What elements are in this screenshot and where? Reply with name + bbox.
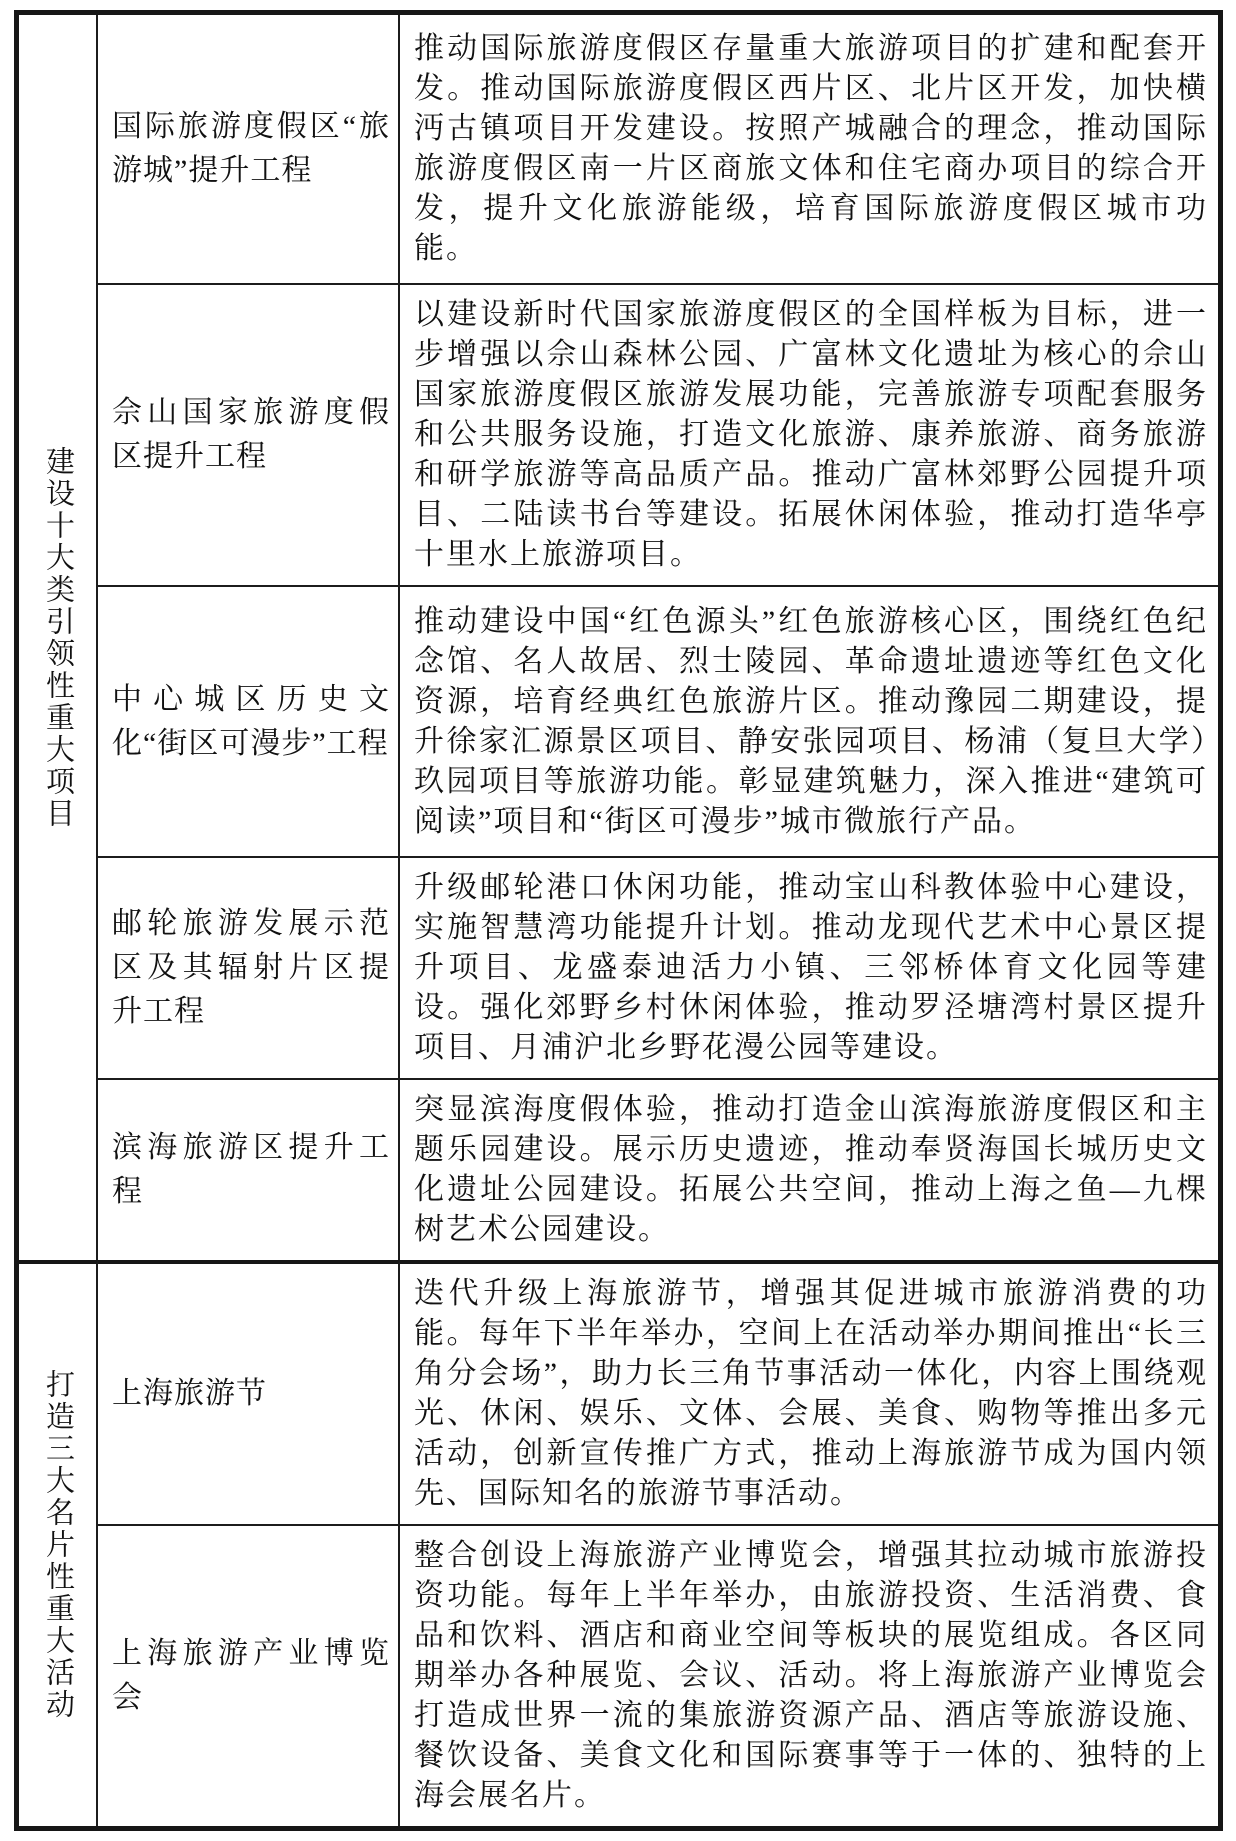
project-cell-tourism-festival bbox=[98, 1260, 400, 1524]
description-text: 整合创设上海旅游产业博览会，增强其拉动城市旅游投资功能。每年上半年举办，由旅游投资、生活消费、食品和饮料、酒店和商业空间等板块的展览组成。各区同期举办各种展览、会议、活动。将上海旅游产业博览会打造成世界一流的集旅游资源产品、酒店等旅游设施、餐饮设备、美食文化和国际赛事等于一体的、独特的上海会展名片。 bbox=[414, 1539, 1208, 1812]
description-cell-sheshan bbox=[400, 283, 1218, 585]
category-cell-major-activities bbox=[19, 1260, 98, 1826]
project-cell-sheshan bbox=[98, 283, 400, 585]
projects-activities-table bbox=[14, 10, 1223, 1831]
category-cell-major-projects bbox=[19, 15, 98, 1260]
description-cell-coastal-tourism bbox=[400, 1078, 1218, 1260]
description-text: 以建设新时代国家旅游度假区的全国样板为目标，进一步增强以佘山森林公园、广富林文化遗址为核心的佘山国家旅游度假区旅游发展功能，完善旅游专项配套服务和公共服务设施，打造文化旅游、康养旅游、商务旅游和研学旅游等高品质产品。推动广富林郊野公园提升项目、二陆读书台等建设。拓展休闲体验，推动打造华亭十里水上旅游项目。 bbox=[414, 298, 1208, 571]
category-label-major-activities: 打造三大名片性重大活动 bbox=[42, 1369, 74, 1721]
description-text: 推动建设中国“红色源头”红色旅游核心区，围绕红色纪念馆、名人故居、烈士陵园、革命遗址遗迹等红色文化资源，培育经典红色旅游片区。推动豫园二期建设，提升徐家汇源景区项目、静安张园项目、杨浦（复旦大学）玖园项目等旅游功能。彰显建筑魅力，深入推进“建筑可阅读”项目和“街区可漫步”城市微旅行产品。 bbox=[414, 604, 1208, 838]
description-text: 迭代升级上海旅游节，增强其促进城市旅游消费的功能。每年下半年举办，空间上在活动举办期间推出“长三角分会场”，助力长三角节事活动一体化，内容上围绕观光、休闲、娱乐、文体、会展、美食、购物等推出多元活动，创新宣传推广方式，推动上海旅游节成为国内领先、国际知名的旅游节事活动。 bbox=[414, 1277, 1208, 1510]
description-text: 推动国际旅游度假区存量重大旅游项目的扩建和配套开发。推动国际旅游度假区西片区、北片区开发，加快横沔古镇项目开发建设。按照产城融合的理念，推动国际旅游度假区南一片区商旅文体和住宅商办项目的综合开发，提升文化旅游能级，培育国际旅游度假区城市功能。 bbox=[414, 32, 1208, 265]
project-cell-intl-resort bbox=[98, 15, 400, 283]
project-cell-cruise-zone bbox=[98, 856, 400, 1078]
project-label: 邮轮旅游发展示范区及其辐射片区提升工程 bbox=[112, 907, 390, 1028]
project-cell-industry-expo bbox=[98, 1524, 400, 1826]
description-text: 升级邮轮港口休闲功能，推动宝山科教体验中心建设，实施智慧湾功能提升计划。推动龙现代艺术中心景区提升项目、龙盛泰迪活力小镇、三邻桥体育文化园等建设。强化郊野乡村休闲体验，推动罗泾塘湾村景区提升项目、月浦沪北乡野花漫公园等建设。 bbox=[414, 871, 1208, 1064]
description-cell-walkable-blocks bbox=[400, 585, 1218, 856]
description-cell-intl-resort bbox=[400, 15, 1218, 283]
description-cell-cruise-zone bbox=[400, 856, 1218, 1078]
project-label: 上海旅游产业博览会 bbox=[112, 1637, 390, 1714]
project-label: 佘山国家旅游度假区提升工程 bbox=[112, 396, 390, 473]
project-label: 上海旅游节 bbox=[112, 1377, 267, 1410]
project-cell-coastal-tourism bbox=[98, 1078, 400, 1260]
project-label: 国际旅游度假区“旅游城”提升工程 bbox=[112, 110, 390, 187]
description-text: 突显滨海度假体验，推动打造金山滨海旅游度假区和主题乐园建设。展示历史遗迹，推动奉贤海国长城历史文化遗址公园建设。拓展公共空间，推动上海之鱼—九棵树艺术公园建设。 bbox=[414, 1093, 1208, 1246]
project-label: 滨海旅游区提升工程 bbox=[112, 1131, 390, 1208]
description-cell-tourism-festival bbox=[400, 1260, 1218, 1524]
category-label-major-projects: 建设十大类引领性重大项目 bbox=[42, 445, 74, 830]
project-cell-walkable-blocks bbox=[98, 585, 400, 856]
project-label: 中心城区历史文化“街区可漫步”工程 bbox=[112, 682, 390, 760]
description-cell-industry-expo bbox=[400, 1524, 1218, 1826]
